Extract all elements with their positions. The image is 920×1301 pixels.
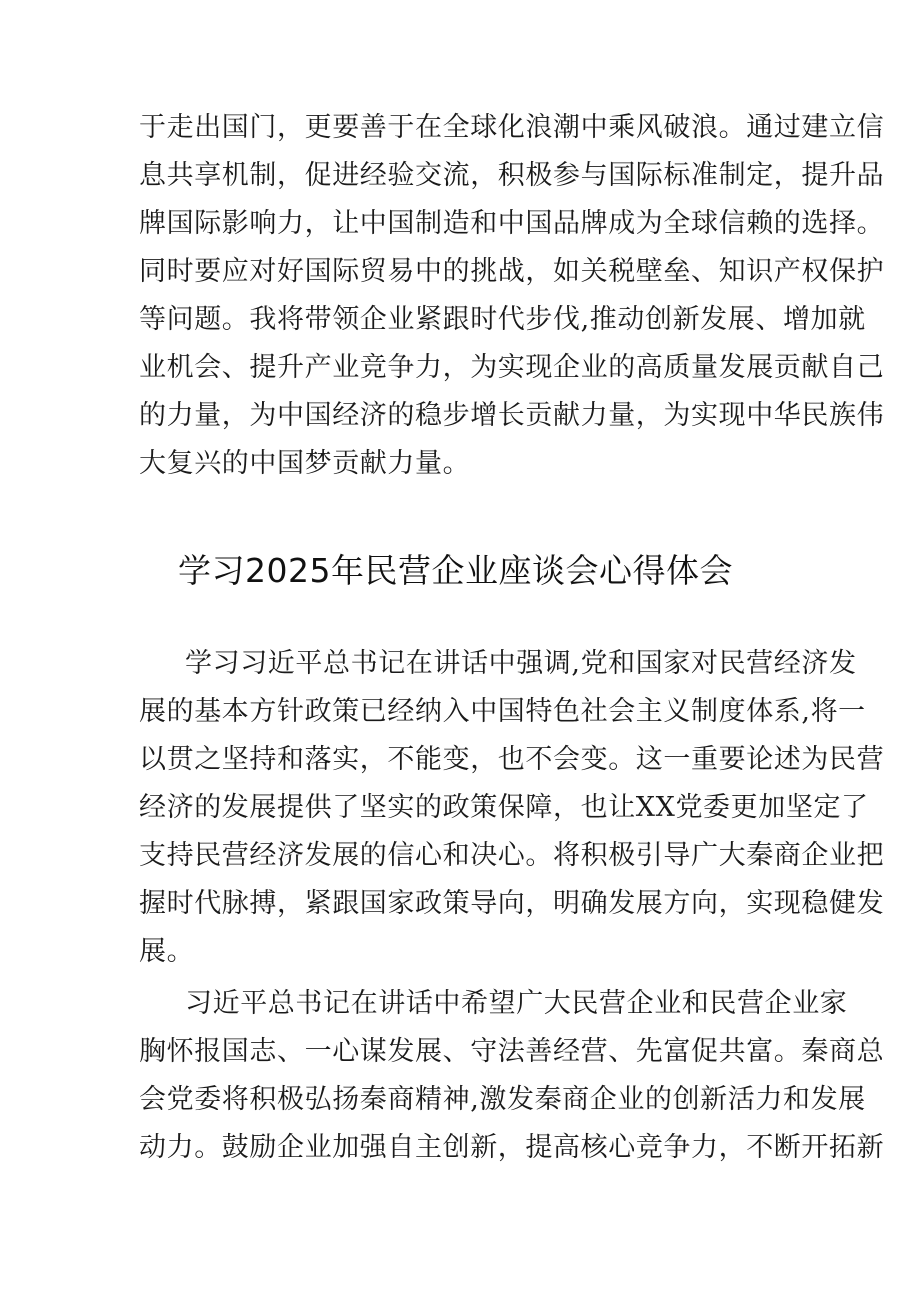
- text-line: 习近平总书记在讲话中希望广大民营企业和民营企业家: [185, 988, 848, 1019]
- text-line: 握时代脉搏，紧跟国家政策导向，明确发展方向，实现稳健发: [139, 888, 885, 919]
- text-line: 同时要应对好国际贸易中的挑战，如关税壁垒、知识产权保护: [139, 256, 885, 287]
- text-line: 胸怀报国志、一心谋发展、守法善经营、先富促共富。秦商总: [139, 1036, 885, 1067]
- continuation-paragraph: [139, 104, 885, 488]
- text-line: 等问题。我将带领企业紧跟时代步伐,推动创新发展、增加就: [139, 304, 866, 335]
- text-line: 会党委将积极弘扬秦商精神,激发秦商企业的创新活力和发展: [139, 1084, 866, 1115]
- text-line: 经济的发展提供了坚实的政策保障，也让XX党委更加坚定了: [139, 792, 869, 823]
- text-line: 牌国际影响力，让中国制造和中国品牌成为全球信赖的选择。: [139, 208, 885, 239]
- text-line: 展的基本方针政策已经纳入中国特色社会主义制度体系,将一: [139, 696, 866, 727]
- text-line: 动力。鼓励企业加强自主创新，提高核心竞争力，不断开拓新: [139, 1132, 885, 1163]
- text-line: 大复兴的中国梦贡献力量。: [139, 448, 471, 479]
- text-line: 业机会、提升产业竞争力，为实现企业的高质量发展贡献自己: [139, 352, 885, 383]
- text-line: 以贯之坚持和落实，不能变，也不会变。这一重要论述为民营: [139, 744, 885, 775]
- text-line: 于走出国门，更要善于在全球化浪潮中乘风破浪。通过建立信: [139, 112, 885, 143]
- text-line: 的力量，为中国经济的稳步增长贡献力量，为实现中华民族伟: [139, 400, 885, 431]
- text-line: 展。: [139, 936, 195, 967]
- paragraph-2: [139, 980, 885, 1172]
- article-title: 学习2025年民营企业座谈会心得体会: [178, 551, 733, 590]
- text-line: 支持民营经济发展的信心和决心。将积极引导广大秦商企业把: [139, 840, 885, 871]
- text-line: 息共享机制，促进经验交流，积极参与国际标准制定，提升品: [139, 160, 885, 191]
- text-line: 学习习近平总书记在讲话中强调,党和国家对民营经济发: [185, 648, 857, 679]
- paragraph-1: [139, 640, 885, 976]
